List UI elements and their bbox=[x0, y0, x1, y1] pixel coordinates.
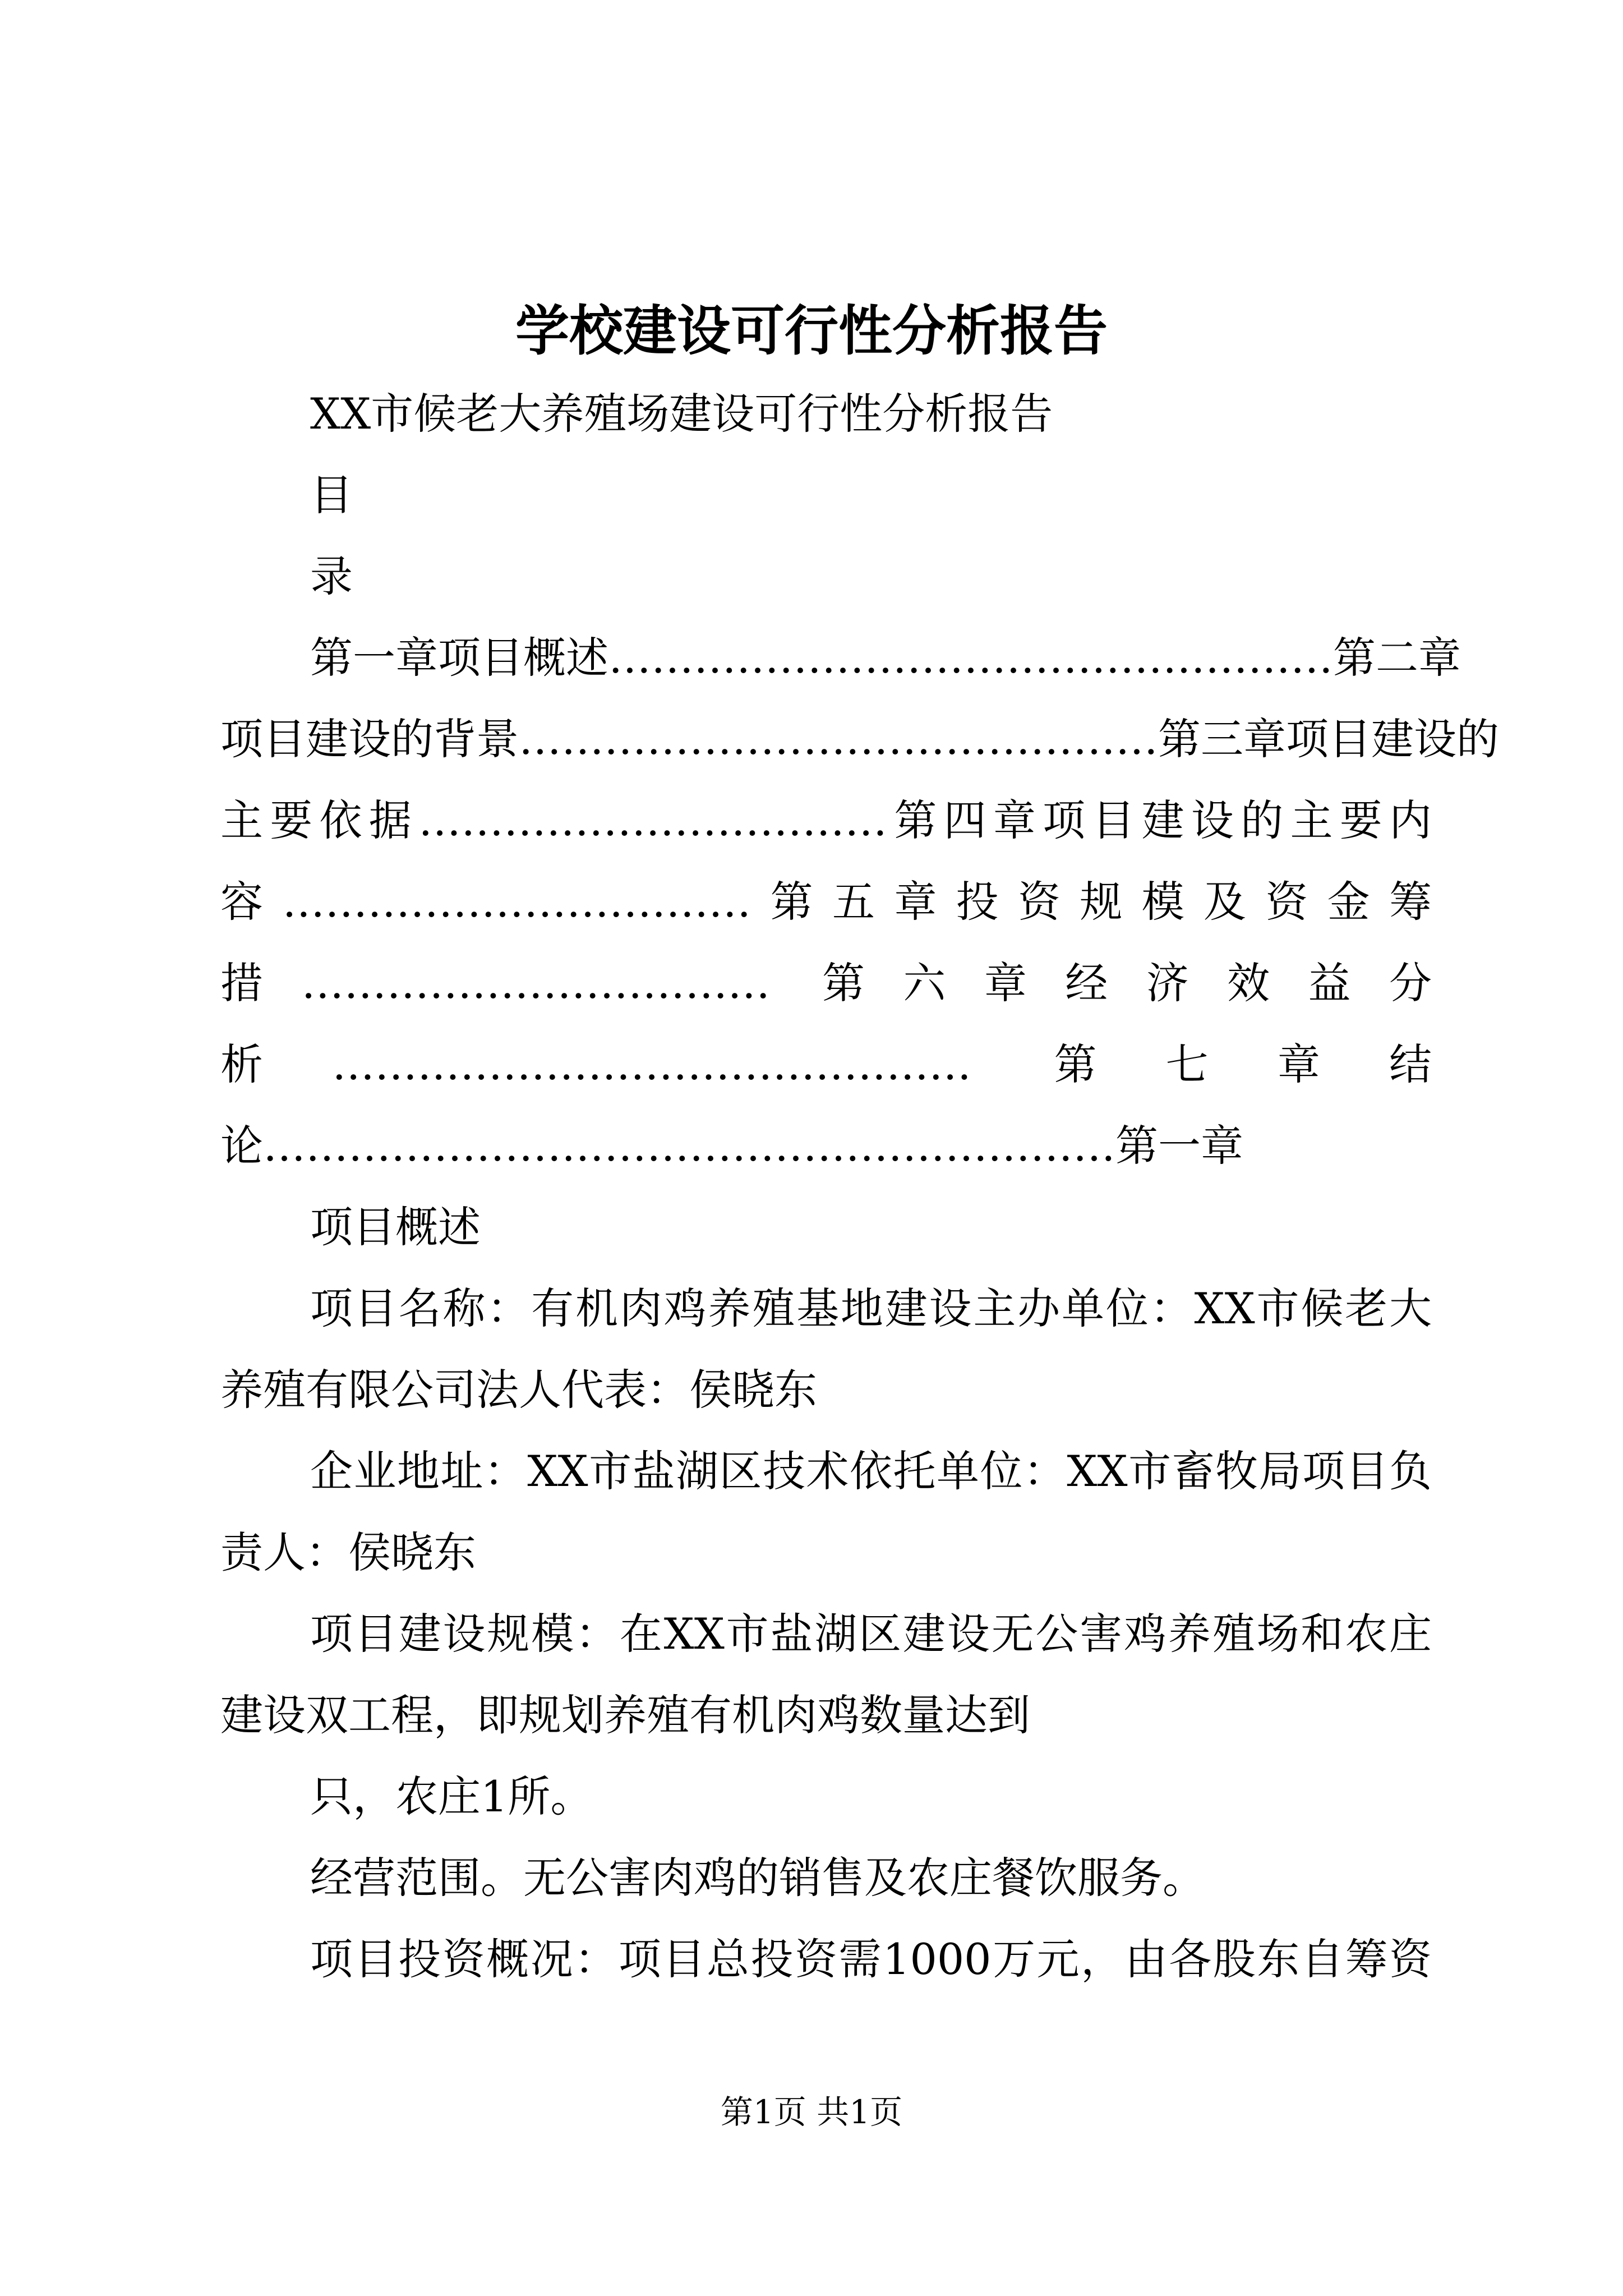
toc-line-5: 措…………………………… 第六章经济效益分 bbox=[220, 958, 1432, 1008]
toc-line-2: 项目建设的背景………………………………………第三章项目建设的 bbox=[220, 714, 1499, 764]
paragraph-4: 只，农庄1所。 bbox=[310, 1772, 593, 1821]
document-title: 学校建设可行性分析报告 bbox=[515, 299, 1108, 362]
paragraph-3-line-2: 建设双工程，即规划养殖有机肉鸡数量达到 bbox=[220, 1690, 1030, 1740]
toc-heading-1: 目 bbox=[310, 470, 353, 520]
toc-line-6: 析……………………………………… 第七章结 bbox=[220, 1039, 1432, 1089]
toc-heading-2: 录 bbox=[310, 551, 353, 601]
toc-line-4: 容……………………………第五章投资规模及资金筹 bbox=[220, 877, 1432, 927]
paragraph-6: 项目投资概况：项目总投资需1000万元，由各股东自筹资 bbox=[310, 1934, 1432, 1984]
chapter-heading: 项目概述 bbox=[310, 1202, 481, 1252]
page-footer: 第1页 共1页 bbox=[720, 2093, 903, 2131]
paragraph-1-line-1: 项目名称：有机肉鸡养殖基地建设主办单位：XX市候老大 bbox=[310, 1283, 1432, 1333]
document-subtitle: XX市候老大养殖场建设可行性分析报告 bbox=[310, 389, 1053, 439]
paragraph-3-line-1: 项目建设规模：在XX市盐湖区建设无公害鸡养殖场和农庄 bbox=[310, 1609, 1432, 1659]
toc-line-3: 主要依据……………………………第四章项目建设的主要内 bbox=[220, 795, 1432, 845]
toc-line-7: 论……………………………………………………第一章 bbox=[220, 1121, 1243, 1171]
toc-line-1: 第一章项目概述……………………………………………第二章 bbox=[310, 633, 1461, 683]
paragraph-2-line-2: 责人：侯晓东 bbox=[220, 1527, 476, 1577]
paragraph-5: 经营范围。无公害肉鸡的销售及农庄餐饮服务。 bbox=[310, 1853, 1205, 1903]
paragraph-2-line-1: 企业地址：XX市盐湖区技术依托单位：XX市畜牧局项目负 bbox=[310, 1446, 1432, 1496]
paragraph-1-line-2: 养殖有限公司法人代表：侯晓东 bbox=[220, 1365, 817, 1415]
